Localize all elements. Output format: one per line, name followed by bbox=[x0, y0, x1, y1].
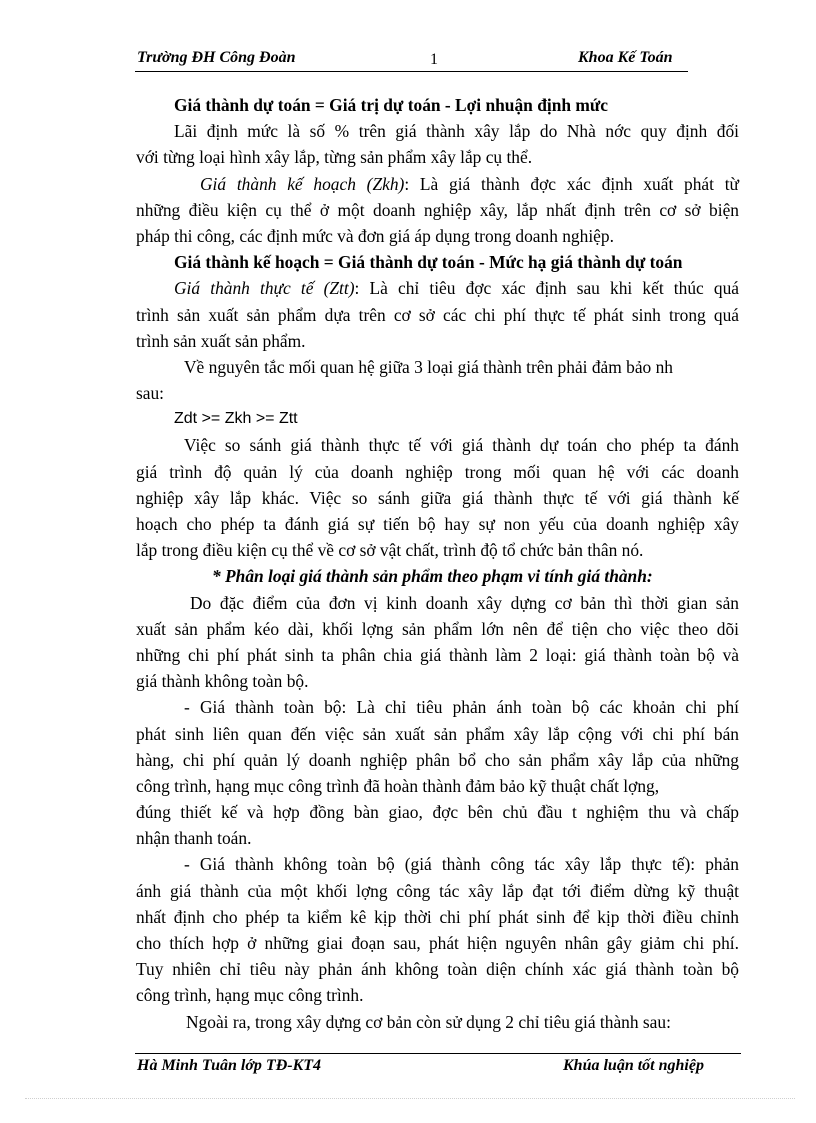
footer-rule bbox=[135, 1053, 741, 1054]
paragraph-line: Việc so sánh giá thành thực tế với giá thành dự toán cho phép ta đánh bbox=[184, 435, 739, 456]
paragraph-line: những điều kiện cụ thể ở một doanh nghiệp xây, lắp nhất định trên cơ sở biện bbox=[136, 199, 739, 220]
paragraph-line: công trình, hạng mục công trình. bbox=[136, 985, 364, 1006]
header-school: Trường ĐH Công Đoàn bbox=[137, 49, 296, 66]
paragraph-line: những chi phí phát sinh ta phân chia giá thành làm 2 loại: giá thành toàn bộ và bbox=[136, 644, 739, 665]
formula-planned-cost: Giá thành kế hoạch = Giá thành dự toán - Mức hạ giá thành dự toán bbox=[174, 252, 683, 273]
paragraph-line: trình sản xuất sản phẩm dựa trên cơ sở các chi phí thực tế phát sinh trong quá bbox=[136, 304, 739, 325]
footer-author: Hà Minh Tuân lớp TĐ-KT4 bbox=[137, 1057, 322, 1074]
paragraph-line: Về nguyên tắc mối quan hệ giữa 3 loại giá thành trên phải đảm bảo nh bbox=[184, 356, 673, 377]
paragraph-line: Tuy nhiên chỉ tiêu này phản ánh không toàn diện chính xác giá thành toàn bộ bbox=[136, 959, 739, 980]
paragraph-line: hàng, chi phí quản lý doanh nghiệp phân bổ cho sản phẩm xây lắp của những bbox=[136, 749, 739, 770]
paragraph-line: nhất định cho phép ta kiểm kê kịp thời chi phí phát sinh để kịp thời điều chỉnh bbox=[136, 906, 739, 927]
cost-relation-formula: Zdt >= Zkh >= Ztt bbox=[174, 410, 298, 428]
paragraph-line: Do đặc điểm của đơn vị kinh doanh xây dựng cơ bản thì thời gian sản bbox=[190, 592, 739, 613]
term-actual-cost: Giá thành thực tế (Ztt) bbox=[174, 278, 355, 299]
paragraph-line: giá trình độ quản lý của doanh nghiệp trong mối quan hệ với các doanh bbox=[136, 461, 739, 482]
paragraph-line: pháp thi công, các định mức và đơn giá áp dụng trong doanh nghiệp. bbox=[136, 225, 614, 246]
page-bottom-dotted-line bbox=[25, 1098, 795, 1099]
paragraph-line: Giá thành thực tế (Ztt): Là chỉ tiêu đợc xác định sau khi kết thúc quá bbox=[174, 278, 739, 299]
paragraph-line: - Giá thành không toàn bộ (giá thành công tác xây lắp thực tế): phản bbox=[184, 854, 739, 875]
paragraph-line: phát sinh liên quan đến việc sản xuất sản phẩm xây lắp cộng với chi phí bán bbox=[136, 723, 739, 744]
paragraph-line: cho thích hợp ở những giai đoạn sau, phát hiện nguyên nhân gây giảm chi phí. bbox=[136, 933, 739, 953]
header-rule bbox=[135, 71, 688, 72]
term-planned-cost: Giá thành kế hoạch (Zkh) bbox=[200, 173, 405, 194]
paragraph-line: hoạch cho phép ta đánh giá sự tiến bộ hay sự non yếu của doanh nghiệp xây bbox=[136, 514, 739, 534]
header-department: Khoa Kế Toán bbox=[578, 49, 673, 66]
paragraph-line: ánh giá thành của một khối lợng công tác xây lắp đạt tới điểm dừng kỹ thuật bbox=[136, 880, 739, 901]
paragraph-line: lắp trong điều kiện cụ thể về cơ sở vật chất, trình độ tổ chức bản thân nó. bbox=[136, 540, 644, 561]
paragraph-line: với từng loại hình xây lắp, từng sản phẩm xây lắp cụ thể. bbox=[136, 147, 533, 168]
paragraph-line: đúng thiết kế và hợp đồng bàn giao, đợc bên chủ đầu t nghiệm thu và chấp bbox=[136, 802, 739, 823]
paragraph-line: giá thành không toàn bộ. bbox=[136, 671, 309, 692]
paragraph-line: sau: bbox=[136, 383, 165, 404]
body-text bbox=[136, 92, 739, 1035]
paragraph-line: nghiệp xây lắp khác. Việc so sánh giữa giá thành thực tế với giá thành kế bbox=[136, 487, 739, 508]
paragraph-line: trình sản xuất sản phẩm. bbox=[136, 330, 306, 351]
footer-thesis-label: Khúa luận tốt nghiệp bbox=[563, 1057, 704, 1074]
paragraph-line: Lãi định mức là số % trên giá thành xây lắp do Nhà nớc quy định đối bbox=[174, 121, 739, 142]
paragraph-line: nhận thanh toán. bbox=[136, 828, 252, 849]
paragraph-line: xuất sản phẩm kéo dài, khối lợng sản phẩm lớn nên để tiện cho việc theo dõi bbox=[136, 618, 739, 639]
paragraph-line: - Giá thành toàn bộ: Là chỉ tiêu phản ánh toàn bộ các khoản chi phí bbox=[184, 697, 739, 718]
paragraph-line: Ngoài ra, trong xây dựng cơ bản còn sử dụng 2 chỉ tiêu giá thành sau: bbox=[186, 1011, 671, 1032]
page-number: 1 bbox=[430, 51, 438, 68]
section-heading: * Phân loại giá thành sản phẩm theo phạm vi tính giá thành: bbox=[212, 566, 653, 587]
formula-estimate-cost: Giá thành dự toán = Giá trị dự toán - Lợi nhuận định mức bbox=[174, 95, 609, 115]
paragraph-line: công trình, hạng mục công trình đã hoàn thành đảm bảo kỹ thuật chất lợng, bbox=[136, 775, 660, 796]
paragraph-line: Giá thành kế hoạch (Zkh): Là giá thành đợc xác định xuất phát từ bbox=[200, 173, 739, 194]
